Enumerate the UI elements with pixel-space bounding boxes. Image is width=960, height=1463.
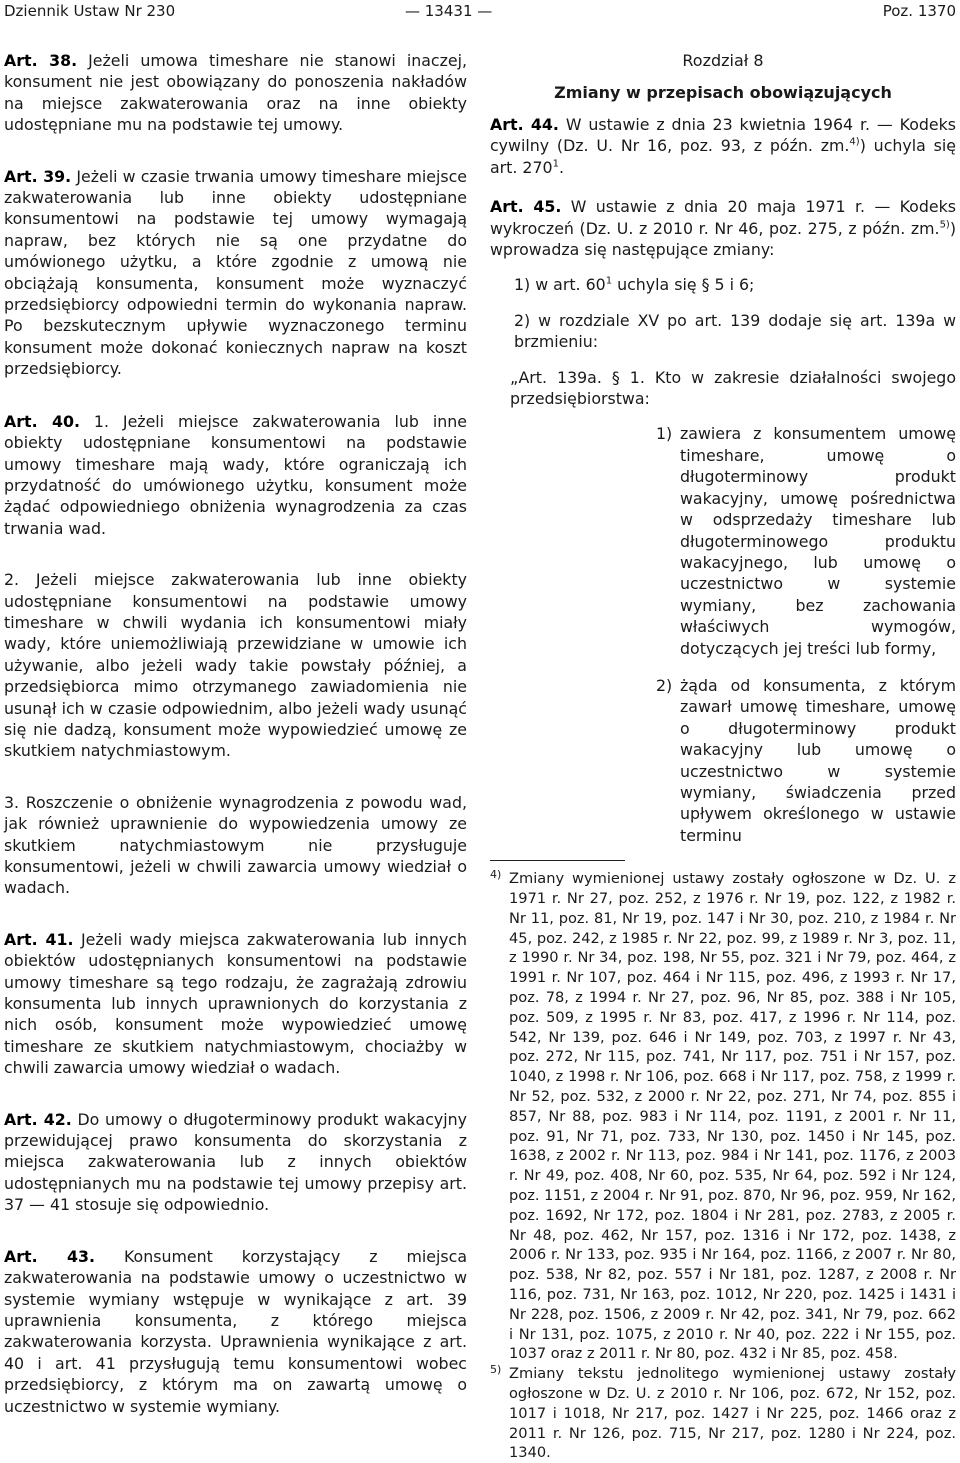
article-43: [4, 1246, 467, 1417]
footnote-mark: 5): [490, 1363, 502, 1377]
page-header: [0, 0, 960, 24]
point-text: zawiera z konsumentem umowę timeshare, umowę o długoterminowy produkt wakacyjny, umowę pośrednictwa w odsprzedaży timeshare lub długoterminowego produktu wakacyjnego, lub umowę o uczestnictwo w systemie wymiany, bez zachowania właściwych wymogów, dotyczących jej treści lub formy,: [680, 424, 956, 658]
left-column: [4, 50, 467, 1417]
point-number: 1): [656, 424, 673, 444]
footnote-ref: 5): [939, 219, 950, 231]
article-text: ) uchyla się art. 270: [490, 136, 956, 177]
chapter-title: Zmiany w przepisach obowiązujących: [554, 83, 892, 102]
article-label: Art. 45.: [490, 197, 562, 217]
footnote-divider: [490, 860, 625, 861]
quoted-point-2: [490, 675, 956, 846]
journal-title: Dziennik Ustaw Nr 230: [4, 2, 176, 20]
article-text: Jeżeli wady miejsca zakwaterowania lub innych obiektów udostępnianych konsumentowi na podstawie umowy timeshare są tego rodzaju, że zagrażają zdrowiu konsumenta lub innych uprawnionych do korzystania z nich osób, konsument może wypowiedzieć umowę timeshare ze skutkiem natychmiastowym, chociażby w chwili zawarcia umowy wiedział o wadach.: [4, 929, 467, 1078]
article-42: [4, 1109, 467, 1216]
article-label: Art. 38.: [4, 51, 78, 70]
page-number: — 13431 —: [405, 2, 493, 20]
footnote-4: [490, 869, 956, 1364]
article-label: Art. 42.: [4, 1109, 72, 1129]
article-label: Art. 40.: [4, 411, 80, 431]
superscript: 1: [605, 276, 613, 288]
article-text: 1. Jeżeli miejsce zakwaterowania lub inne obiekty udostępniane konsumentowi na podstawie umowy timeshare mają wady, które ograniczają ich przydatność do umówionego użytku, konsument może żądać odpowiedniego obniżenia wynagrodzenia za czas trwania wad.: [4, 411, 467, 538]
article-44: [490, 114, 956, 178]
article-41: [4, 929, 467, 1079]
position-number: Poz. 1370: [882, 2, 956, 20]
article-text: ) wprowadza się następujące zmiany:: [490, 218, 956, 260]
article-label: Art. 41.: [4, 929, 74, 949]
article-text: Jeżeli w czasie trwania umowy timeshare miejsce zakwaterowania lub inne obiekty udostępniane konsumentowi na podstawie tej umowy wymagają napraw, bez których nie są one przydatne do umówionego użytku, a które zgodnie z umową nie obciążają konsumenta, konsument może wyznaczyć przedsiębiorcy odpowiedni termin do wykonania napraw. Po bezskutecznym upływie wyznaczonego terminu konsument może dokonać koniecznych napraw na koszt przedsiębiorcy.: [4, 166, 467, 379]
article-text: Konsument korzystający z miejsca zakwaterowania na podstawie umowy o uczestnictwo w systemie wymiany wstępuje w wynikające z art. 39 uprawnienia konsumenta, z którego miejsca zakwaterowania korzysta. Uprawnienia wynikające z art. 40 i art. 41 przysługują temu konsumentowi wobec przedsiębiorcy, z którym ma on zawartą umowę o uczestnictwo w systemie wymiany.: [4, 1246, 468, 1416]
article-text: Do umowy o długoterminowy produkt wakacyjny przewidującej prawo konsumenta do skorzystania z miejsca zakwaterowania lub z innych obiektów udostępnianych mu na podstawie tej umowy przepisy art. 37 — 41 stosuje się odpowiednio.: [4, 1109, 467, 1215]
amendment-item-2: 2) w rozdziale XV po art. 139 dodaje się art. 139a w brzmieniu:: [514, 310, 956, 352]
item-text: 1) w art. 60: [514, 275, 606, 295]
point-number: 2): [656, 675, 673, 695]
footnote-text: Zmiany tekstu jednolitego wymienionej ustawy zostały ogłoszone w Dz. U. z 2010 r. Nr 106, poz. 672, Nr 152, poz. 1017 i 1018, Nr 217, poz. 1427 i Nr 225, poz. 1466 oraz z 2011 r. Nr 126, poz. 715, Nr 217, poz. 1280 i Nr 224, poz. 1340.: [509, 1365, 956, 1462]
footnote-ref: 4): [849, 137, 860, 149]
footnote-mark: 4): [490, 868, 502, 882]
quoted-article-139a: „Art. 139a. § 1. Kto w zakresie działalności swojego przedsiębiorstwa:: [510, 367, 956, 409]
article-40-paragraph-2: 2. Jeżeli miejsce zakwaterowania lub inne obiekty udostępniane konsumentowi na podstawie umowy timeshare w chwili wydania ich konsumentowi miały wady, które uniemożliwiają przewidziane w umowie ich używanie, albo jeżeli wady takie powstały później, a przedsiębiorca mimo otrzymanego zawiadomienia nie usunął ich w czasie odpowiednim, albo jeżeli wady usunąć się nie dadzą, konsument może wypowiedzieć umowę ze skutkiem natychmiastowym.: [4, 570, 467, 761]
article-text: W ustawie z dnia 23 kwietnia 1964 r. — Kodeks cywilny (Dz. U. Nr 16, poz. 93, z późn. zm.: [490, 115, 956, 156]
article-45: [490, 196, 956, 260]
chapter-number: Rozdział 8: [682, 51, 764, 70]
quoted-point-1: [490, 423, 956, 658]
article-text: W ustawie z dnia 20 maja 1971 r. — Kodeks wykroczeń (Dz. U. z 2010 r. Nr 46, poz. 275, z późn. zm.: [490, 197, 956, 238]
article-label: Art. 43.: [4, 1246, 95, 1266]
footnote-5: [490, 1364, 956, 1463]
superscript: 1: [552, 158, 559, 170]
item-text: uchyla się § 5 i 6;: [612, 275, 755, 295]
article-40-paragraph-3: 3. Roszczenie o obniżenie wynagrodzenia z powodu wad, jak również uprawnienie do wypowiedzenia umowy ze skutkiem natychmiastowym nie przysługuje konsumentowi, jeżeli w chwili zawarcia umowy wiedział o wadach.: [4, 792, 467, 898]
right-column: [490, 50, 956, 1463]
article-40: [4, 411, 467, 539]
amendment-item-1: [490, 274, 956, 295]
point-text: żąda od konsumenta, z którym zawarł umowę timeshare, umowę o długoterminowy produkt wakacyjny lub umowę o uczestnictwo w systemie wymiany, świadczenia przed upływem określonego w ustawie terminu: [680, 675, 956, 845]
article-39: [4, 166, 467, 380]
article-label: Art. 39.: [4, 166, 72, 186]
article-text: Jeżeli umowa timeshare nie stanowi inaczej, konsument nie jest obowiązany do ponoszenia nakładów na miejsce zakwaterowania oraz na inne obiekty udostępniane mu na podstawie tej umowy.: [4, 51, 468, 135]
footnote-text: Zmiany wymienionej ustawy zostały ogłoszone w Dz. U. z 1971 r. Nr 27, poz. 252, z 1976 r. Nr 19, poz. 122, z 1982 r. Nr 11, poz. 81, Nr 19, poz. 147 i Nr 30, poz. 210, z 1984 r. Nr 45, poz. 242, z 1985 r. Nr 22, poz. 99, z 1989 r. Nr 3, poz. 11, z 1990 r. Nr 34, poz. 198, Nr 55, poz. 321 i Nr 79, poz. 464, z 1991 r. Nr 107, poz. 464 i Nr 115, poz. 496, z 1993 r. Nr 17, poz. 78, z 1994 r. Nr 27, poz. 96, Nr 85, poz. 388 i Nr 105, poz. 509, z 1995 r. Nr 83, poz. 417, z 1996 r. Nr 114, poz. 542, Nr 139, poz. 646 i Nr 149, poz. 703, z 1997 r. Nr 43, poz. 272, Nr 115, poz. 741, Nr 117, poz. 751 i Nr 157, poz. 1040, z 1998 r. Nr 106, poz. 668 i Nr 117, poz. 758, z 1999 r. Nr 52, poz. 532, z 2000 r. Nr 22, poz. 271, Nr 74, poz. 855 i 857, Nr 88, poz. 983 i Nr 114, poz. 1191, z 2001 r. Nr 11, poz. 91, Nr 71, poz. 733, Nr 130, poz. 1450 i Nr 145, poz. 1638, z 2002 r. Nr 113, poz. 984 i Nr 141, poz. 1176, z 2003 r. Nr 49, poz. 408, Nr 60, poz. 535, Nr 64, poz. 592 i Nr 124, poz. 1151, z 2004 r. Nr 91, poz. 870, Nr 96, poz. 959, Nr 162, poz. 1692, Nr 172, poz. 1804 i Nr 281, poz. 2783, z 2005 r. Nr 48, poz. 462, Nr 157, poz. 1316 i Nr 172, poz. 1438, z 2006 r. Nr 133, poz. 935 i Nr 164, poz. 1166, z 2007 r. Nr 80, poz. 538, Nr 82, poz. 557 i Nr 181, poz. 1287, z 2008 r. Nr 116, poz. 731, Nr 163, poz. 1012, Nr 220, poz. 1425 i 1431 i Nr 228, poz. 1506, z 2009 r. Nr 42, poz. 341, Nr 79, poz. 662 i Nr 131, poz. 1075, z 2010 r. Nr 40, poz. 222 i Nr 155, poz. 1037 oraz z 2011 r. Nr 80, poz. 432 i Nr 85, poz. 458.: [509, 870, 956, 1363]
article-label: Art. 44.: [490, 115, 559, 134]
article-38: [4, 50, 467, 136]
article-text: .: [558, 157, 564, 177]
